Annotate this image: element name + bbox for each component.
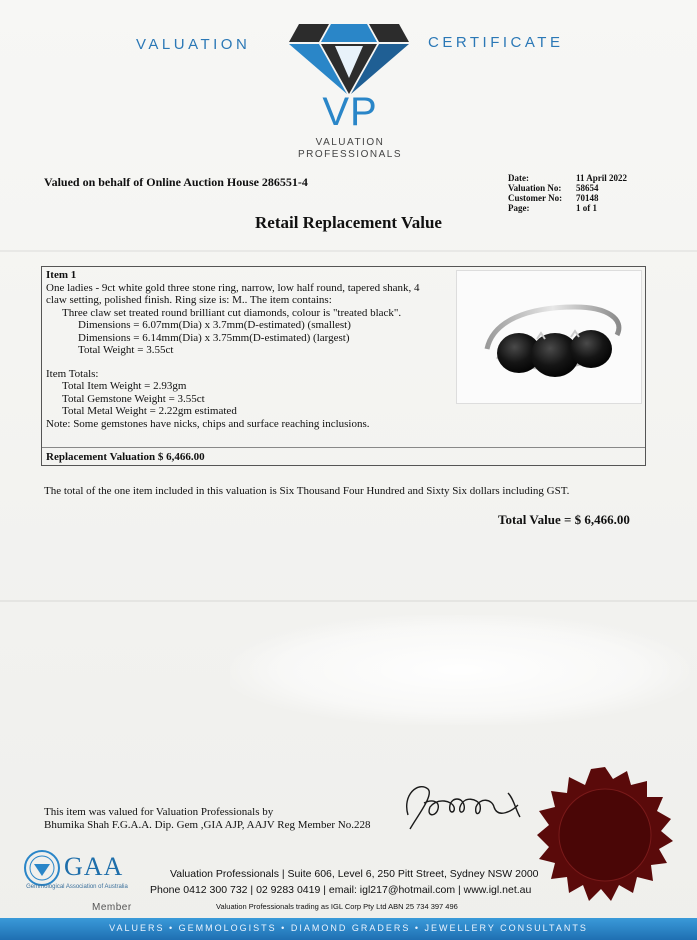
item-stones: Three claw set treated round brilliant cut diamonds, colour is "treated black". bbox=[62, 306, 402, 319]
total-gemstone-weight: Total Gemstone Weight = 3.55ct bbox=[62, 392, 205, 405]
diamond-logo-icon bbox=[289, 20, 409, 96]
gaa-member: Member bbox=[92, 902, 132, 913]
item-dimension-smallest: Dimensions = 6.07mm(Dia) x 3.7mm(D-estimated) (smallest) bbox=[78, 319, 351, 331]
total-item-weight: Total Item Weight = 2.93gm bbox=[62, 380, 187, 392]
total-value: Total Value = $ 6,466.00 bbox=[498, 512, 630, 527]
meta-key: Customer No: bbox=[508, 193, 563, 203]
valued-on-behalf: Valued on behalf of Online Auction House 286551-4 bbox=[44, 175, 308, 189]
handwritten-signature bbox=[388, 775, 548, 835]
signatory-name: Bhumika Shah F.G.A.A. Dip. Gem ,GIA AJP, AAJV Reg Member No.228 bbox=[44, 819, 371, 831]
paper-smudge bbox=[230, 615, 690, 725]
address-line: Valuation Professionals | Suite 606, Level 6, 250 Pitt Street, Sydney NSW 2000 bbox=[170, 868, 539, 880]
paper-fold bbox=[0, 600, 697, 602]
total-metal-weight: Total Metal Weight = 2.22gm estimated bbox=[62, 405, 237, 417]
item-heading: Item 1 bbox=[46, 269, 77, 281]
item-total-weight: Total Weight = 3.55ct bbox=[78, 344, 174, 356]
abn-line: Valuation Professionals trading as IGL Corp Pty Ltd ABN 25 734 397 496 bbox=[216, 902, 458, 911]
item-dimension-largest: Dimensions = 6.14mm(Dia) x 3.75mm(D-estimated) (largest) bbox=[78, 331, 350, 344]
signatory-block bbox=[44, 806, 370, 832]
replacement-valuation: Replacement Valuation $ 6,466.00 bbox=[46, 451, 205, 463]
signatory-line: This item was valued for Valuation Professionals by bbox=[44, 806, 274, 818]
logo-subtitle-valuation: VALUATION bbox=[315, 137, 385, 148]
meta-key: Valuation No: bbox=[508, 183, 562, 193]
logo-subtitle-professionals: PROFESSIONALS bbox=[298, 149, 402, 160]
logo-vp-letters: VP bbox=[322, 90, 378, 134]
item-desc-line: One ladies - 9ct white gold three stone ring, narrow, low half round, tapered shank, 4 bbox=[46, 281, 420, 294]
meta-page: 1 of 1 bbox=[576, 203, 597, 213]
certificate-meta bbox=[508, 173, 627, 213]
item-description bbox=[46, 269, 446, 430]
meta-key: Page: bbox=[508, 203, 530, 213]
contact-line: Phone 0412 300 732 | 02 9283 0419 | email: igl217@hotmail.com | www.igl.net.au bbox=[150, 884, 532, 896]
gaa-name: GAA bbox=[64, 852, 124, 881]
header-certificate-word: CERTIFICATE bbox=[428, 34, 564, 51]
paper-fold bbox=[0, 250, 697, 252]
item-desc-line: claw setting, polished finish. Ring size is: M.. The item contains: bbox=[46, 294, 332, 306]
meta-key: Date: bbox=[508, 173, 529, 183]
ring-photo bbox=[456, 270, 642, 404]
total-in-words: The total of the one item included in this valuation is Six Thousand Four Hundred and Sixty Six dollars including GST. bbox=[44, 485, 570, 497]
meta-valuation-no: 58654 bbox=[576, 183, 599, 193]
gaa-subtitle: Gemmological Association of Australia bbox=[26, 884, 128, 890]
page-title: Retail Replacement Value bbox=[255, 213, 442, 232]
meta-customer-no: 70148 bbox=[576, 193, 599, 203]
footer-services: VALUERS • GEMMOLOGISTS • DIAMOND GRADERS • JEWELLERY CONSULTANTS bbox=[109, 923, 588, 933]
meta-date: 11 April 2022 bbox=[576, 173, 628, 183]
divider bbox=[42, 447, 645, 448]
item-note: Note: Some gemstones have nicks, chips and surface reaching inclusions. bbox=[46, 417, 370, 430]
wax-seal-icon bbox=[535, 765, 675, 905]
ring-image-icon bbox=[457, 271, 642, 404]
item-totals-heading: Item Totals: bbox=[46, 367, 99, 380]
header-valuation-word: VALUATION bbox=[136, 36, 251, 53]
